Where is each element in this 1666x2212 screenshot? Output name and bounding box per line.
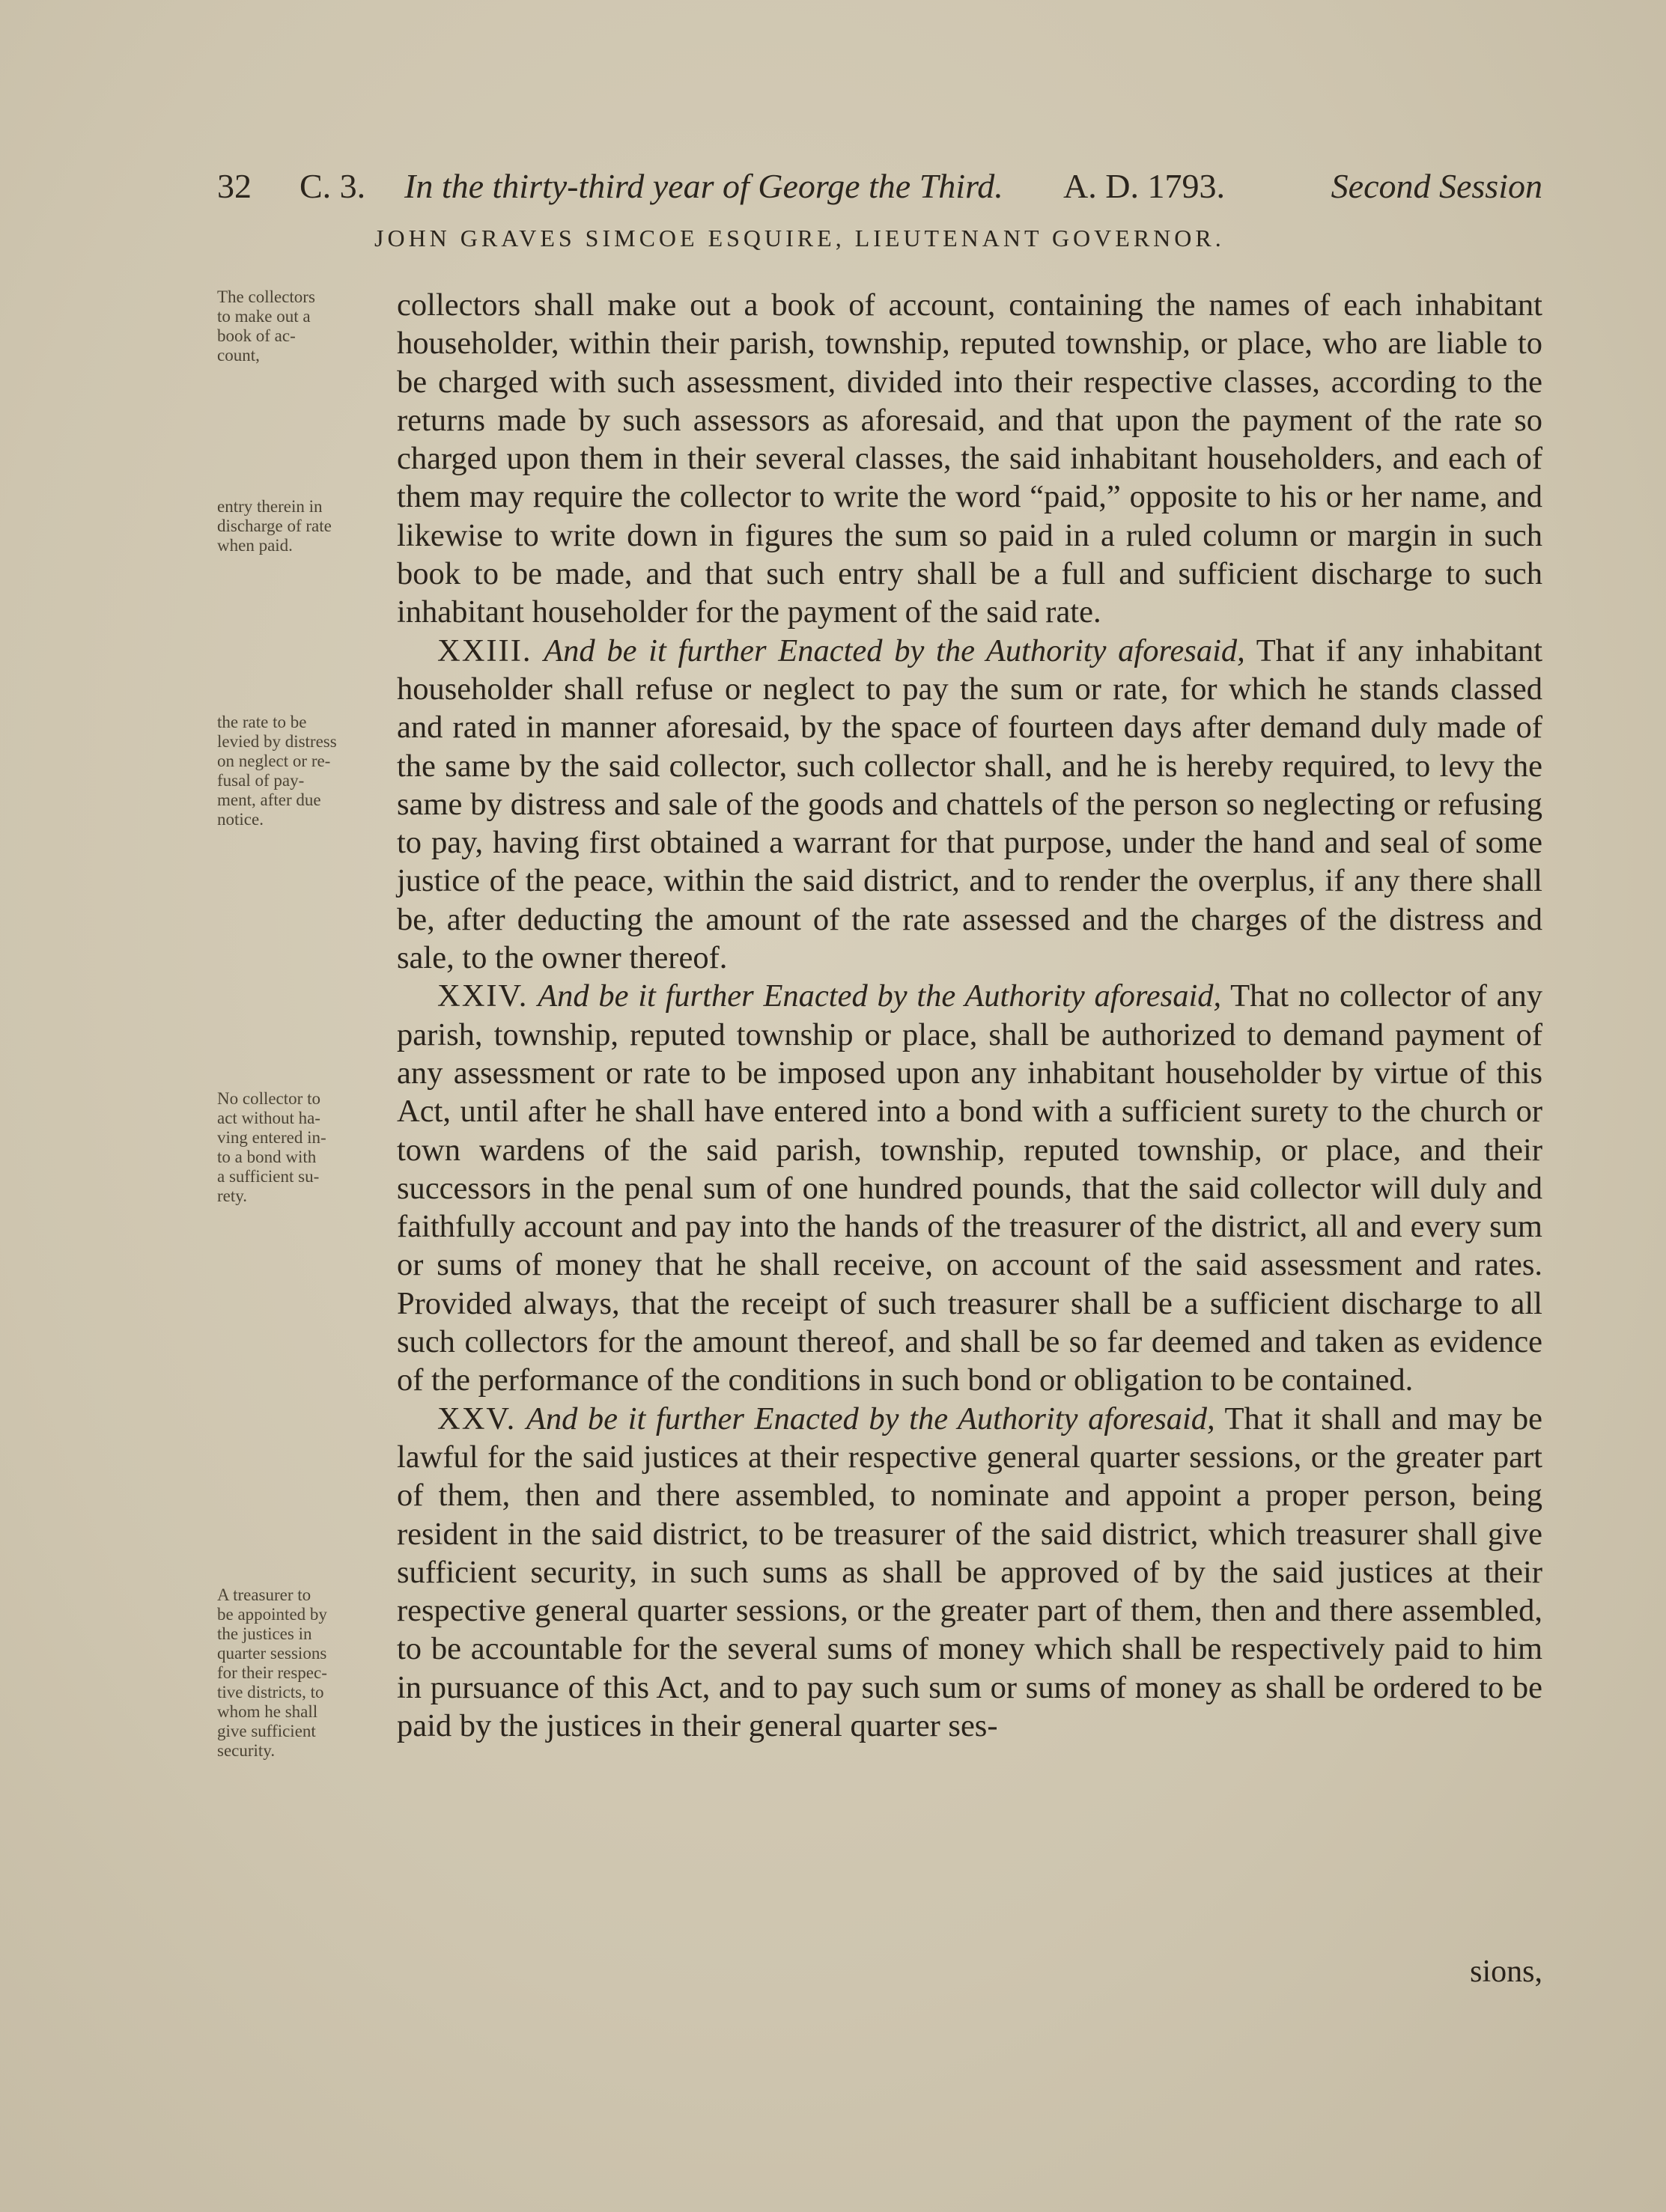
section-number: XXIII. (437, 633, 532, 668)
section-text: That no collector of any parish, township, reputed township or place, shall be authorized to demand payment of any assessment or rate to be imposed upon any inhabitant householder by virtue of this Act, until after he shall have entered into a bond with a sufficient surety to the church or town wardens of the said parish, township, reputed township, or place, and their successors in the penal sum of one hundred pounds, that the said collector will duly and faithfully account and pay into the hands of the treasurer of the district, all and every sum or sums of money that he shall receive, on account of the said assessment and rates. Provided always, that the receipt of such treasurer shall be a sufficient discharge to all such collectors for the amount thereof, and shall be so far deemed and taken as evidence of the performance of the conditions in such bond or obligation to be contained. (397, 978, 1542, 1398)
running-head (217, 166, 1542, 219)
margin-note-entry-discharge: entry therein in discharge of rate when paid. (217, 497, 332, 555)
governor-subheading: JOHN GRAVES SIMCOE ESQUIRE, LIEUTENANT GOVERNOR. (374, 225, 1225, 252)
margin-note-distress: the rate to be levied by distress on neglect or re- fusal of pay- ment, after due notice. (217, 713, 337, 829)
margin-note-collectors-book: The collectors to make out a book of ac- count, (217, 287, 315, 365)
regnal-year: In the thirty-third year of George the Third. (404, 167, 1003, 205)
paragraph-continued: collectors shall make out a book of account, containing the names of each inhabitant householder, within their parish, township, reputed township, or place, who are liable to be charged with such assessment, divided into their respective classes, according to the returns made by such assessors as aforesaid, and that upon the payment of the rate so charged upon them in their several classes, the said inhabitant householders, and each of them may require the collector to write the word “paid,” opposite to his or her name, and likewise to write down in figures the sum so paid in a ruled column or margin in such book to be made, and that such entry shall be a full and sufficient discharge to such inhabitant householder for the payment of the said rate. (397, 287, 1542, 630)
statute-body (397, 286, 1542, 1745)
section-number: XXV. (437, 1401, 517, 1436)
catchword: sions, (1470, 1954, 1542, 1989)
section-text: That if any inhabitant householder shall refuse or neglect to pay the sum or rate, for which he stands classed and rated in manner aforesaid, by the space of fourteen days after demand duly made of the same by the said collector, such collector shall, and he is hereby required, to levy the same by distress and sale of the goods and chattels of the person so neglecting or refusing to pay, having first obtained a warrant for that purpose, under the hand and seal of some justice of the peace, within the said district, and to render the overplus, if any there shall be, after deducting the amount of the rate assessed and the charges of the distress and sale, to the owner thereof. (397, 633, 1543, 976)
section-24 (397, 977, 1542, 1399)
section-23 (397, 632, 1542, 978)
chapter-number: C. 3. (300, 167, 366, 205)
session-label: Second Session (1331, 167, 1542, 205)
section-number: XXIV. (437, 978, 529, 1014)
enacting-clause: And be it further Enacted by the Authority aforesaid, (538, 978, 1222, 1014)
margin-note-treasurer: A treasurer to be appointed by the justices in quarter sessions for their respec- tive districts, to whom he shall give sufficient security. (217, 1585, 327, 1760)
margin-notes (217, 284, 382, 2081)
enacting-clause: And be it further Enacted by the Authority aforesaid, (544, 633, 1245, 668)
section-25 (397, 1400, 1542, 1746)
section-text: That it shall and may be lawful for the said justices at their respective general quarter sessions, or the greater part of them, then and there assembled, to nominate and appoint a proper person, being resident in the said district, to be treasurer of the said district, which treasurer shall give sufficient security, in such sums as shall be approved of by the said justices at their respective general quarter sessions, or the greater part of them, then and there assembled, to be accountable for the several sums of money which shall be respectively paid to him in pursuance of this Act, and to pay such sum or sums of money as shall be ordered to be paid by the justices in their general quarter ses- (397, 1401, 1543, 1743)
anno-domini: A. D. 1793. (1063, 167, 1225, 205)
margin-note-collector-bond: No collector to act without ha- ving entered in- to a bond with a sufficient su- rety. (217, 1089, 326, 1205)
enacting-clause: And be it further Enacted by the Authority aforesaid, (526, 1401, 1215, 1436)
page-number: 32 (217, 167, 252, 205)
